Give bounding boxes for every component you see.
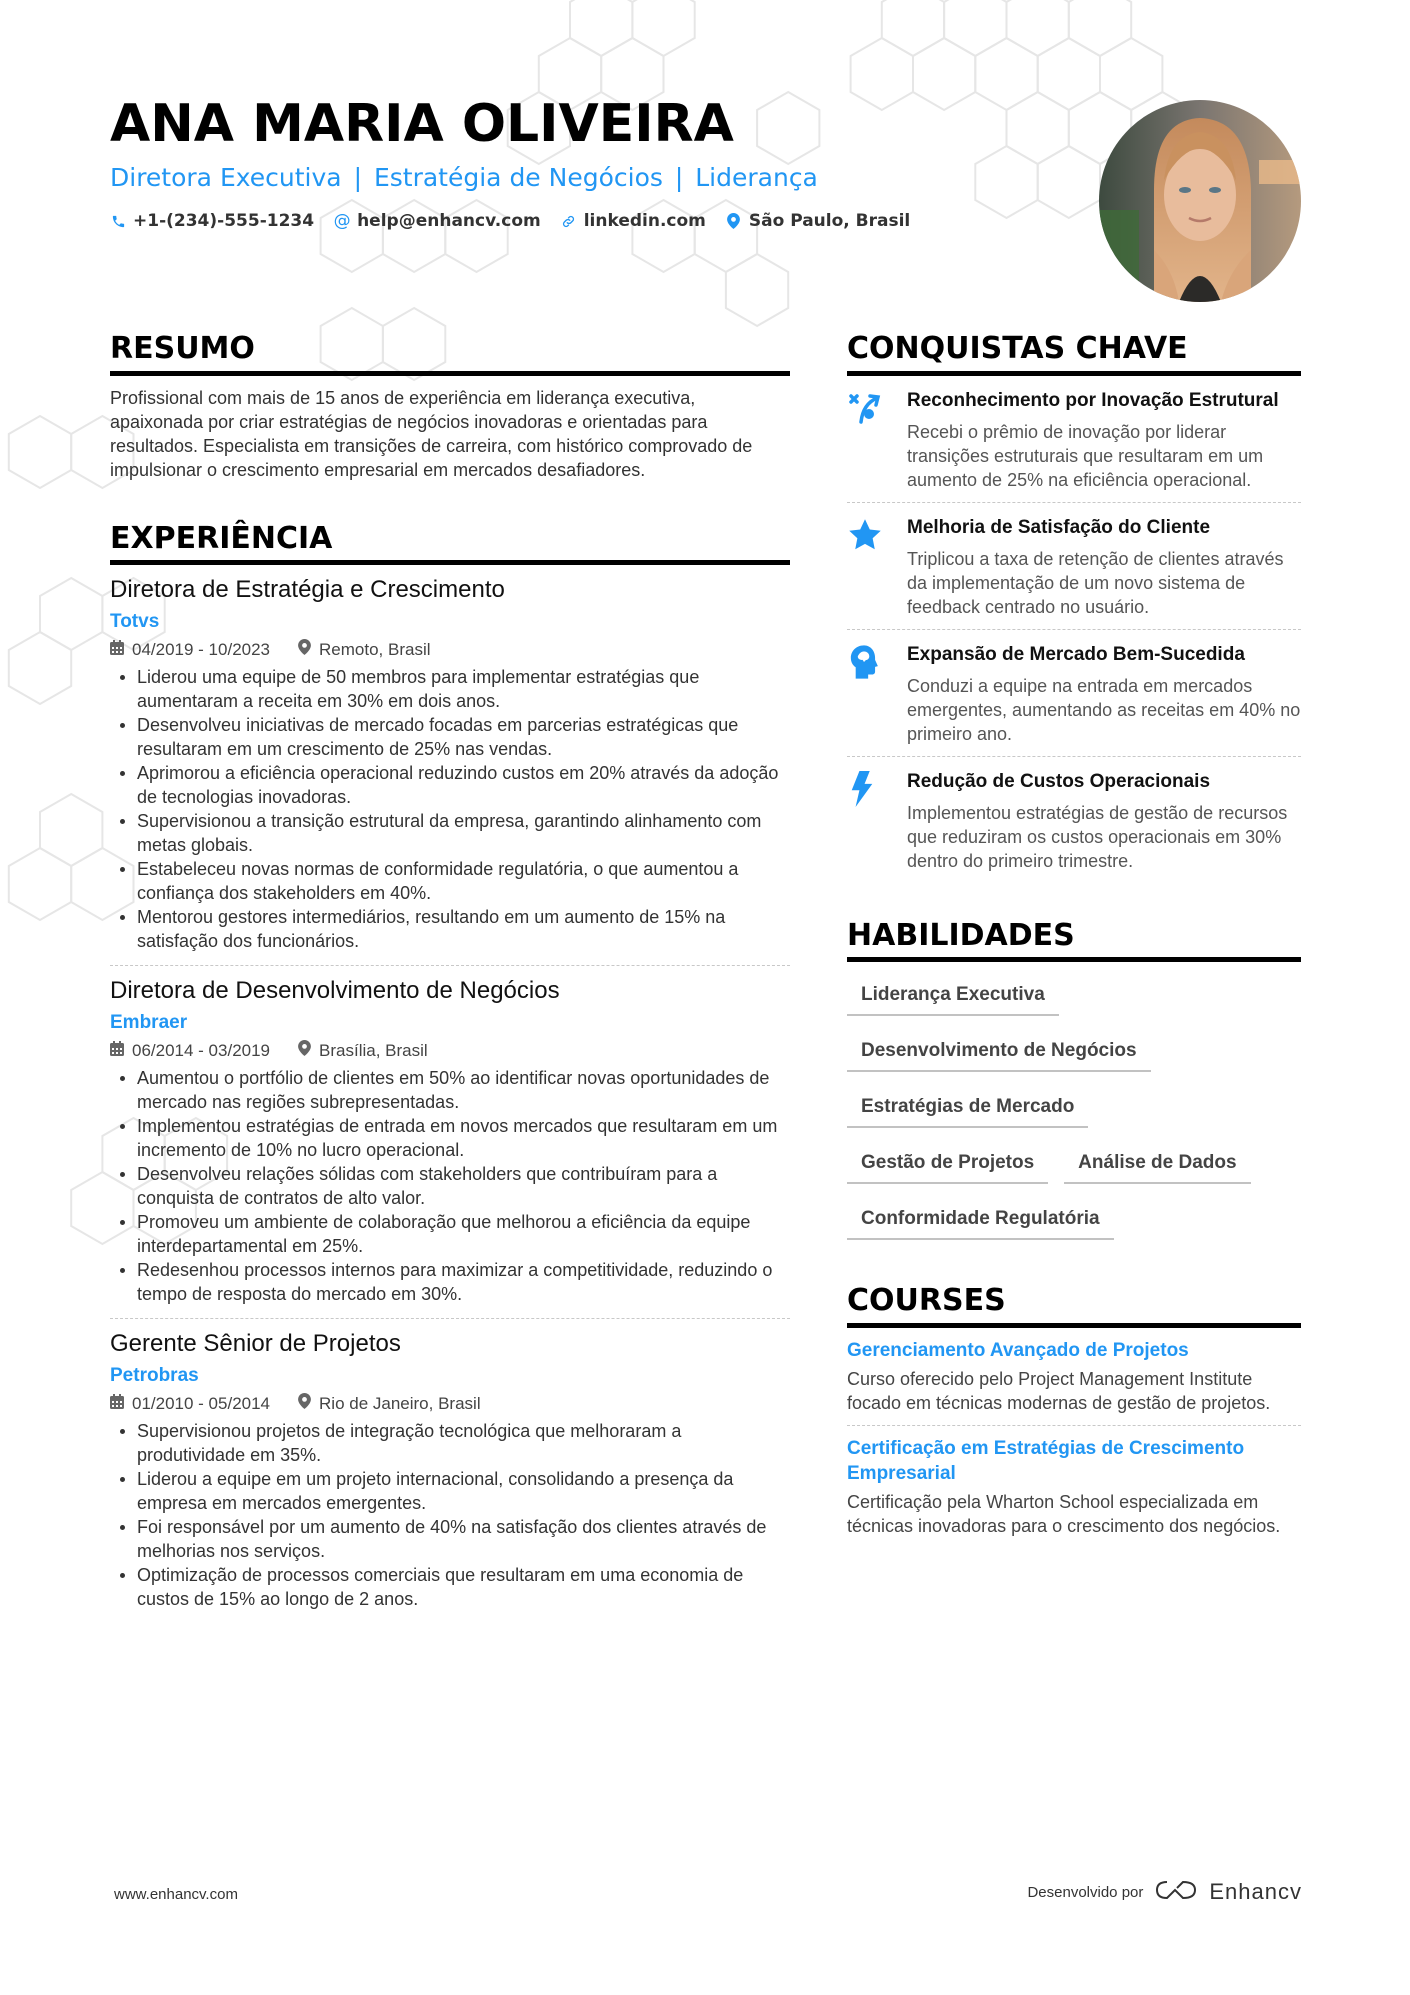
job-location: Brasília, Brasil xyxy=(319,1041,428,1060)
candidate-name: ANA MARIA OLIVEIRA xyxy=(110,94,734,154)
job-meta xyxy=(110,1393,790,1415)
profile-photo xyxy=(1099,100,1301,302)
email-text: help@enhancv.com xyxy=(357,211,541,231)
link-icon xyxy=(561,213,577,229)
skill-tag: Análise de Dados xyxy=(1064,1142,1250,1184)
contact-linkedin[interactable] xyxy=(561,211,706,231)
achievement-description: Recebi o prêmio de inovação por liderar transições estruturais que resultaram em um aumento de 25% na eficiência operacional. xyxy=(907,421,1264,490)
section-title-achievements: CONQUISTAS CHAVE xyxy=(847,332,1301,376)
contact-location xyxy=(726,211,910,231)
section-title-skills: HABILIDADES xyxy=(847,919,1301,963)
skill-row xyxy=(847,974,1301,1030)
courses-section xyxy=(847,1284,1301,1548)
achievement-item xyxy=(847,376,1301,503)
achievement-description: Implementou estratégias de gestão de recursos que reduziram os custos operacionais em 30% dentro do primeiro trimestre. xyxy=(907,802,1288,871)
job-entry xyxy=(110,966,790,1319)
skill-row xyxy=(847,1030,1301,1086)
company-name: Petrobras xyxy=(110,1365,199,1386)
job-list xyxy=(110,565,790,1623)
linkedin-text: linkedin.com xyxy=(583,211,706,231)
achievement-title: Melhoria de Satisfação do Cliente xyxy=(907,516,1211,538)
calendar-icon xyxy=(110,639,124,661)
location-icon xyxy=(298,1040,311,1062)
company-name: Embraer xyxy=(110,1012,188,1033)
job-meta xyxy=(110,1040,790,1062)
headline-part: Liderança xyxy=(695,163,818,192)
job-bullet: Optimização de processos comerciais que resultaram em uma economia de custos de 15% ao longo de 2 anos. xyxy=(110,1563,790,1611)
job-bullet: Supervisionou a transição estrutural da empresa, garantindo alinhamento com metas globais. xyxy=(110,809,790,857)
achievement-description: Triplicou a taxa de retenção de clientes através da implementação de um novo sistema de feedback centrado no usuário. xyxy=(907,548,1284,617)
location-icon xyxy=(298,639,311,661)
job-bullet: Aumentou o portfólio de clientes em 50% ao identificar novas oportunidades de mercado nas regiões subrepresentadas. xyxy=(110,1066,790,1114)
summary-section xyxy=(110,332,790,482)
experience-section xyxy=(110,522,790,1624)
powered-by-text: Desenvolvido por xyxy=(1027,1883,1144,1901)
location-icon xyxy=(726,213,742,229)
skill-tag: Liderança Executiva xyxy=(847,974,1059,1016)
achievement-title: Expansão de Mercado Bem-Sucedida xyxy=(907,643,1245,665)
job-meta xyxy=(110,639,790,661)
job-entry xyxy=(110,1319,790,1623)
job-bullet: Mentorou gestores intermediários, resultando em um aumento de 15% na satisfação dos funcionários. xyxy=(110,905,790,953)
head-brain-icon xyxy=(847,642,907,746)
achievement-title: Redução de Custos Operacionais xyxy=(907,770,1211,792)
achievement-item xyxy=(847,630,1301,757)
skill-row xyxy=(847,1142,1301,1198)
location-icon xyxy=(298,1393,311,1415)
course-title: Gerenciamento Avançado de Projetos xyxy=(847,1339,1189,1361)
job-bullet: Promoveu um ambiente de colaboração que melhorou a eficiência da equipe interdepartamental em 25%. xyxy=(110,1210,790,1258)
headline-separator: | xyxy=(674,163,684,192)
achievements-section xyxy=(847,332,1301,883)
achievement-list xyxy=(847,376,1301,883)
skill-row xyxy=(847,1086,1301,1142)
section-title-experience: EXPERIÊNCIA xyxy=(110,522,790,566)
skill-tag: Desenvolvimento de Negócios xyxy=(847,1030,1151,1072)
section-title-courses: COURSES xyxy=(847,1284,1301,1328)
job-dates: 06/2014 - 03/2019 xyxy=(132,1041,271,1060)
skills-section xyxy=(847,919,1301,1255)
job-bullet: Liderou uma equipe de 50 membros para implementar estratégias que aumentaram a receita em 30% em dois anos. xyxy=(110,665,790,713)
lightning-icon xyxy=(847,769,907,873)
skill-tag: Conformidade Regulatória xyxy=(847,1198,1114,1240)
job-title: Gerente Sênior de Projetos xyxy=(110,1330,401,1357)
skill-row xyxy=(847,1198,1301,1254)
job-dates: 01/2010 - 05/2014 xyxy=(132,1394,271,1413)
course-item xyxy=(847,1426,1301,1548)
footer-branding xyxy=(1027,1878,1302,1906)
right-column xyxy=(847,332,1301,1548)
job-bullet: Liderou a equipe em um projeto internacional, consolidando a presença da empresa em mercados emergentes. xyxy=(110,1467,790,1515)
job-bullet: Desenvolveu relações sólidas com stakeholders que contribuíram para a conquista de contratos de alto valor. xyxy=(110,1162,790,1210)
job-title: Diretora de Estratégia e Crescimento xyxy=(110,576,505,603)
job-bullet: Estabeleceu novas normas de conformidade regulatória, o que aumentou a confiança dos stakeholders em 40%. xyxy=(110,857,790,905)
job-bullet: Foi responsável por um aumento de 40% na satisfação dos clientes através de melhorias nos serviços. xyxy=(110,1515,790,1563)
job-bullet: Implementou estratégias de entrada em novos mercados que resultaram em um incremento de 10% no lucro operacional. xyxy=(110,1114,790,1162)
achievement-item xyxy=(847,503,1301,630)
job-title: Diretora de Desenvolvimento de Negócios xyxy=(110,977,560,1004)
phone-icon xyxy=(110,213,126,229)
skill-tag: Estratégias de Mercado xyxy=(847,1086,1088,1128)
phone-text: +1-(234)-555-1234 xyxy=(133,211,315,231)
job-location: Remoto, Brasil xyxy=(319,640,431,659)
skill-list xyxy=(847,974,1301,1254)
achievement-item xyxy=(847,757,1301,883)
calendar-icon xyxy=(110,1040,124,1062)
left-column xyxy=(110,332,790,1623)
course-description: Curso oferecido pelo Project Management Institute focado em técnicas modernas de gestão de projetos. xyxy=(847,1368,1271,1413)
footer-website-link[interactable]: www.enhancv.com xyxy=(114,1886,238,1903)
enhancv-logo-icon xyxy=(1153,1878,1199,1906)
contact-phone[interactable] xyxy=(110,211,314,231)
job-bullet: Aprimorou a eficiência operacional reduzindo custos em 20% através da adoção de tecnologias inovadoras. xyxy=(110,761,790,809)
achievement-title: Reconhecimento por Inovação Estrutural xyxy=(907,389,1279,411)
company-name: Totvs xyxy=(110,611,160,632)
course-list xyxy=(847,1328,1301,1548)
job-bullet: Redesenhou processos internos para maximizar a competitividade, reduzindo o tempo de resposta do mercado em 30%. xyxy=(110,1258,790,1306)
contact-bar xyxy=(110,211,910,231)
strategy-play-icon xyxy=(847,388,907,492)
brand-name: Enhancv xyxy=(1209,1879,1302,1904)
headline-separator: | xyxy=(353,163,362,192)
job-bullet: Supervisionou projetos de integração tecnológica que melhoraram a produtividade em 35%. xyxy=(110,1419,790,1467)
headline-part: Diretora Executiva xyxy=(110,163,342,192)
course-description: Certificação pela Wharton School especializada em técnicas inovadoras para o crescimento dos negócios. xyxy=(847,1491,1281,1536)
achievement-description: Conduzi a equipe na entrada em mercados emergentes, aumentando as receitas em 40% no primeiro ano. xyxy=(907,675,1301,744)
job-bullet: Desenvolveu iniciativas de mercado focadas em parcerias estratégicas que resultaram em um crescimento de 25% nas vendas. xyxy=(110,713,790,761)
job-location: Rio de Janeiro, Brasil xyxy=(319,1394,481,1413)
course-title: Certificação em Estratégias de Crescimento Empresarial xyxy=(847,1437,1245,1484)
course-item xyxy=(847,1328,1301,1426)
star-icon xyxy=(847,515,907,619)
job-entry xyxy=(110,565,790,966)
job-bullets xyxy=(110,665,790,953)
calendar-icon xyxy=(110,1393,124,1415)
job-bullets xyxy=(110,1066,790,1306)
at-icon: @ xyxy=(333,211,351,231)
contact-email[interactable] xyxy=(334,211,541,231)
headline-part: Estratégia de Negócios xyxy=(373,163,663,192)
job-dates: 04/2019 - 10/2023 xyxy=(132,640,271,659)
job-bullets xyxy=(110,1419,790,1611)
section-title-summary: RESUMO xyxy=(110,332,790,376)
headline xyxy=(110,163,818,192)
skill-tag: Gestão de Projetos xyxy=(847,1142,1048,1184)
location-text: São Paulo, Brasil xyxy=(748,211,911,231)
summary-text: Profissional com mais de 15 anos de experiência em liderança executiva, apaixonada por criar estratégias de negócios inovadoras e orientadas para resultados. Especialista em transições de carreira, com histórico comprovado de impulsionar o crescimento empresarial em mercados desafiadores. xyxy=(110,387,753,480)
